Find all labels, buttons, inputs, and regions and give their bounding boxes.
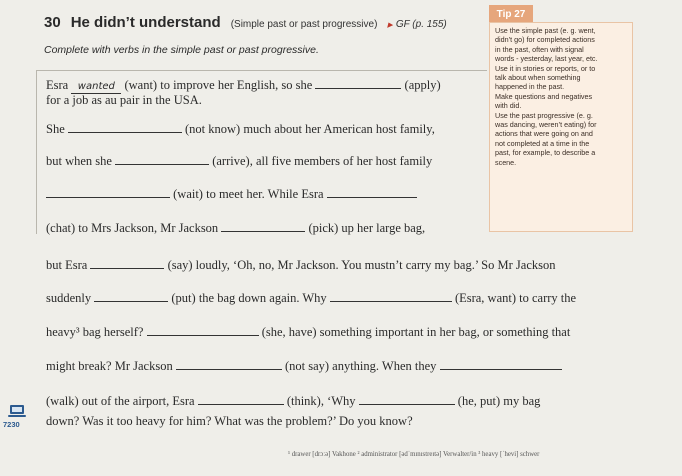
exercise-line-12: down? Was it too heavy for him? What was the problem?’ Do you know? — [46, 414, 413, 428]
tip-line: scene. — [495, 157, 517, 167]
answer-blank-8[interactable] — [90, 256, 164, 269]
instruction: Complete with verbs in the simple past or past progressive. — [44, 44, 319, 56]
answer-blank-5[interactable] — [46, 185, 170, 198]
answer-blank-2[interactable] — [315, 76, 401, 89]
answer-blank-15[interactable] — [359, 392, 455, 405]
answer-blank-4[interactable] — [115, 152, 209, 165]
tip-line: Use the past progressive (e. g. — [495, 110, 593, 120]
tip-line: Use the simple past (e. g. went, — [495, 26, 596, 35]
arrow-icon: ▶ — [387, 22, 393, 29]
tip-line: was dancing, weren’t eating) for — [495, 120, 597, 130]
footnote: ¹ drawer [drɔːə] Vakhone ² administrator [ədˈmɪnɪstreɪtə] Verwalter/in ³ heavy [ˈhevi] schwer — [288, 451, 540, 458]
tip-line: Use it in stories or reports, or to — [495, 63, 596, 73]
tip-line: happened in the past. — [495, 82, 565, 92]
tip-tab: Tip 27 — [489, 5, 533, 23]
exercise-line-4: but when she (arrive), all five members of her host family — [46, 154, 433, 168]
exercise-line-11: (walk) out of the airport, Esra (think), ‘Why (he, put) my bag — [46, 394, 541, 408]
exercise-line-5: (wait) to meet her. While Esra — [46, 185, 417, 202]
tip-line: past, for example, to describe a — [495, 148, 596, 158]
exercise-line-10: might break? Mr Jackson (not say) anything. When they — [46, 357, 562, 374]
exercise-line-6: (chat) to Mrs Jackson, Mr Jackson (pick) up her large bag, — [46, 221, 426, 235]
exercise-line-3: She (not know) much about her American host family, — [46, 122, 435, 136]
answer-blank-13[interactable] — [440, 357, 562, 370]
computer-icon — [8, 404, 26, 418]
answer-blank-12[interactable] — [176, 357, 282, 370]
exercise-title: He didn’t understand — [70, 14, 221, 31]
tip-line: Make questions and negatives — [495, 91, 593, 101]
exercise-line-9: heavy³ bag herself? (she, have) something important in her bag, or something that — [46, 325, 571, 339]
exercise-number: 30 — [44, 14, 61, 31]
answer-blank-10[interactable] — [330, 289, 452, 302]
answer-blank-11[interactable] — [147, 323, 259, 336]
tip-line: in the past, often with signal — [495, 44, 584, 54]
exercise-subtitle: (Simple past or past progressive) — [230, 19, 378, 30]
grammar-reference: ▶ GF (p. 155) — [387, 19, 447, 30]
answer-blank-14[interactable] — [198, 392, 284, 405]
tip-line: not completed at a time in the — [495, 138, 590, 148]
exercise-line-1: Esra wanted (want) to improve her English, so she (apply) — [46, 78, 441, 92]
tip-line: with did. — [495, 101, 522, 111]
exercise-header — [44, 14, 447, 31]
tip-line: actions that were going on and — [495, 129, 593, 139]
answer-blank-7[interactable] — [221, 219, 305, 232]
answer-blank-3[interactable] — [68, 120, 182, 133]
exercise-line-7: but Esra (say) loudly, ‘Oh, no, Mr Jackson. You mustn’t carry my bag.’ So Mr Jackson — [46, 258, 556, 272]
tip-box — [489, 22, 633, 232]
answer-blank-1[interactable]: wanted — [71, 81, 121, 94]
answer-blank-9[interactable] — [94, 289, 168, 302]
answer-blank-6[interactable] — [327, 185, 417, 198]
media-code: 7230 — [3, 420, 20, 429]
tip-line: didn’t go) for completed actions — [495, 35, 595, 45]
exercise-line-2: for a job as au pair in the USA. — [46, 93, 202, 107]
exercise-line-8: suddenly (put) the bag down again. Why (Esra, want) to carry the — [46, 291, 577, 305]
tip-line: talk about when something — [495, 73, 581, 83]
tip-line: words - yesterday, last year, etc. — [495, 54, 598, 64]
